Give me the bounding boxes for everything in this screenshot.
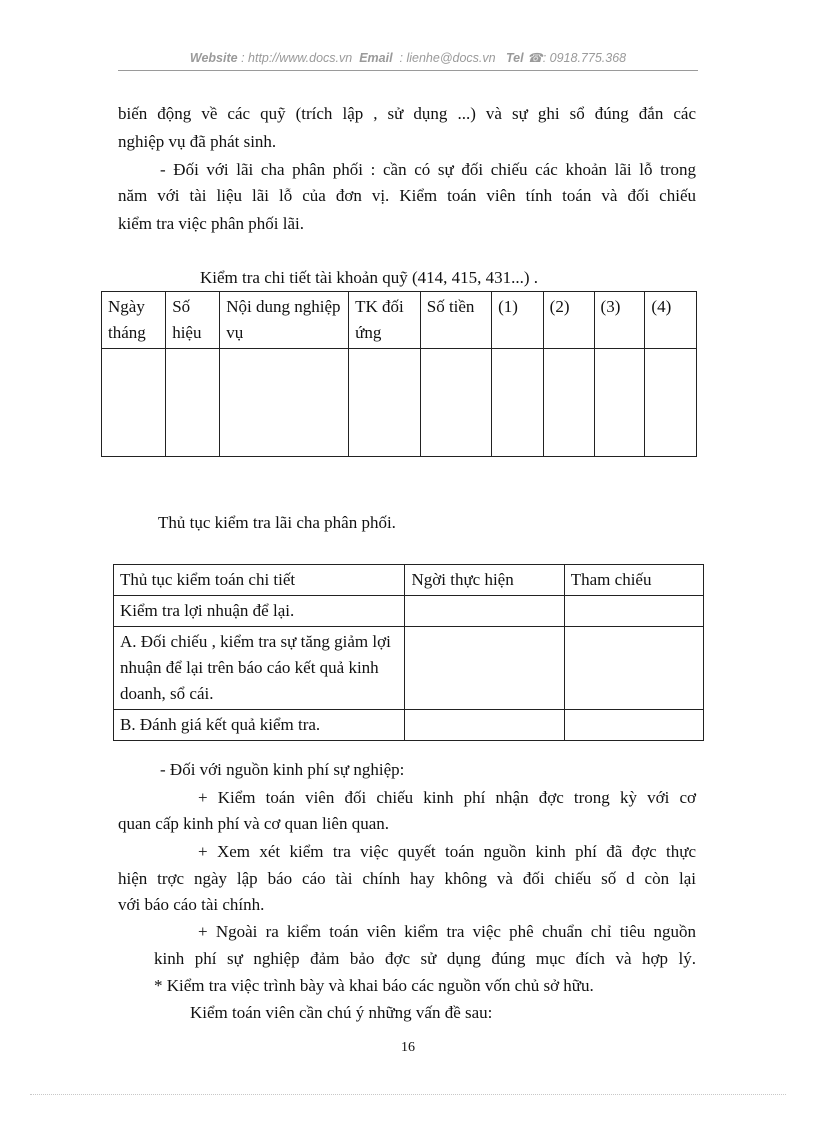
para1-line1: biến động về các quỹ (trích lập , sử dụng ...) và sự ghi sổ đúng đắn các [118, 104, 696, 123]
tel-value: : 0918.775.368 [542, 51, 627, 65]
col-2: (2) [543, 292, 594, 349]
footer-divider [30, 1094, 786, 1095]
lower-line7: + Ngoài ra kiểm toán viên kiểm tra việc phê chuẩn chỉ tiêu nguồn [198, 922, 696, 941]
col-num: Số hiệu [166, 292, 220, 349]
empty-cell [405, 627, 564, 710]
phone-icon: ☎ [527, 51, 543, 65]
empty-cell [564, 596, 703, 627]
header-divider [118, 70, 698, 71]
lower-line9: * Kiểm tra việc trình bày và khai báo các nguồn vốn chủ sở hữu. [154, 976, 594, 995]
col-performer: Ngời thực hiện [405, 565, 564, 596]
lower-line3: quan cấp kinh phí và cơ quan liên quan. [118, 814, 389, 833]
procedure-cell: B. Đánh giá kết quả kiểm tra. [114, 710, 405, 741]
lower-line6: với báo cáo tài chính. [118, 895, 265, 914]
lower-line2: + Kiểm toán viên đối chiếu kinh phí nhận đợc trong kỳ với cơ [198, 788, 696, 807]
empty-cell [102, 349, 166, 457]
empty-cell [166, 349, 220, 457]
table-row [114, 596, 704, 627]
col-3: (3) [594, 292, 645, 349]
empty-cell [349, 349, 421, 457]
col-reference: Tham chiếu [564, 565, 703, 596]
para2-line2: năm với tài liệu lãi lỗ của đơn vị. Kiểm toán viên tính toán và đối chiếu [118, 186, 696, 205]
tel-label: Tel [506, 51, 524, 65]
para2-line1: - Đối với lãi cha phân phối : cần có sự đối chiếu các khoản lãi lỗ trong [160, 160, 696, 179]
col-amount: Số tiền [420, 292, 491, 349]
table-row [114, 627, 704, 710]
website-label: Website [189, 51, 238, 65]
email-value: : lienhe@docs.vn [399, 51, 496, 65]
empty-cell [564, 627, 703, 710]
col-4: (4) [645, 292, 697, 349]
email-label: Email [359, 51, 393, 65]
lower-line8: kinh phí sự nghiệp đảm bảo đợc sử dụng đúng mục đích và hợp lý. [154, 949, 696, 968]
empty-cell [405, 596, 564, 627]
lower-line4: + Xem xét kiểm tra việc quyết toán nguồn kinh phí đã đợc thực [198, 842, 696, 861]
empty-cell [220, 349, 349, 457]
empty-cell [594, 349, 645, 457]
col-procedure: Thủ tục kiểm toán chi tiết [114, 565, 405, 596]
empty-cell [420, 349, 491, 457]
col-1: (1) [492, 292, 544, 349]
table-row [114, 710, 704, 741]
table2-caption: Thủ tục kiểm tra lãi cha phân phối. [158, 513, 396, 532]
lower-line1: - Đối với nguồn kinh phí sự nghiệp: [160, 760, 405, 779]
col-tk: TK đối ứng [349, 292, 421, 349]
lower-line10: Kiểm toán viên cần chú ý những vấn đề sau: [190, 1003, 493, 1022]
para1-line2: nghiệp vụ đã phát sinh. [118, 132, 277, 151]
lower-line5: hiện trợc ngày lập báo cáo tài chính hay không và đối chiếu số d còn lại [118, 869, 696, 888]
table-row [102, 349, 697, 457]
table1-caption: Kiểm tra chi tiết tài khoản quỹ (414, 415, 431...) . [200, 268, 539, 287]
empty-cell [564, 710, 703, 741]
col-date: Ngày tháng [102, 292, 166, 349]
empty-cell [492, 349, 544, 457]
col-content: Nội dung nghiệp vụ [220, 292, 349, 349]
fund-detail-table [101, 291, 697, 457]
procedure-table [113, 564, 704, 741]
para2-line3: kiểm tra việc phân phối lãi. [118, 214, 304, 233]
empty-cell [405, 710, 564, 741]
empty-cell [645, 349, 697, 457]
page-number: 16 [401, 1040, 415, 1055]
empty-cell [543, 349, 594, 457]
website-value: : http://www.docs.vn [241, 51, 353, 65]
page-header [0, 50, 816, 65]
procedure-cell: Kiểm tra lợi nhuận để lại. [114, 596, 405, 627]
procedure-cell: A. Đối chiếu , kiểm tra sự tăng giảm lợi nhuận để lại trên báo cáo kết quả kinh doanh, sổ cái. [114, 627, 405, 710]
